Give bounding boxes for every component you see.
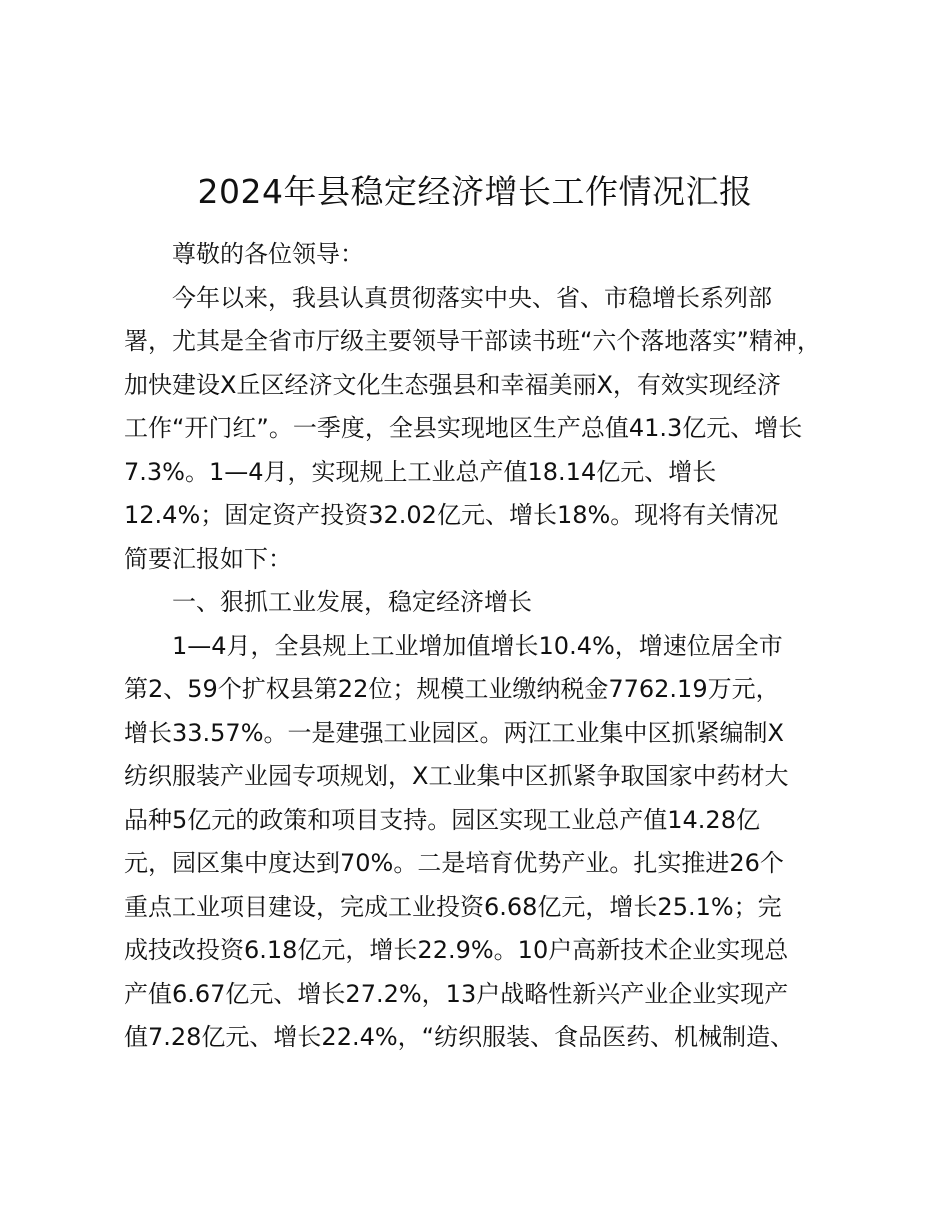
- paragraph-line: 元，园区集中度达到70%。二是培育优势产业。扎实推进26个: [124, 849, 784, 877]
- paragraph-line: 1—4月，全县规上工业增加值增长10.4%，增速位居全市: [172, 631, 783, 660]
- paragraph-line: 第2、59个扩权县第22位；规模工业缴纳税金7762.19万元，: [124, 675, 780, 703]
- paragraph-line: 尊敬的各位领导：: [172, 240, 364, 268]
- paragraph-line: 今年以来，我县认真贯彻落实中央、省、市稳增长系列部: [172, 283, 772, 312]
- paragraph-line: 纺织服装产业园专项规划，X工业集中区抓紧争取国家中药材大: [124, 762, 789, 790]
- paragraph-line: 品种5亿元的政策和项目支持。园区实现工业总产值14.28亿: [124, 805, 760, 834]
- paragraph-line: 7.3%。1—4月，实现规上工业总产值18.14亿元、增长: [124, 457, 717, 486]
- paragraph-line: 工作“开门红”。一季度，全县实现地区生产总值41.3亿元、增长: [124, 414, 803, 442]
- paragraph-line: 增长33.57%。一是建强工业园区。两江工业集中区抓紧编制X: [124, 718, 784, 747]
- paragraph-line: 加快建设X丘区经济文化生态强县和幸福美丽X，有效实现经济: [124, 370, 781, 399]
- document-title: 2024年县稳定经济增长工作情况汇报: [197, 172, 753, 211]
- paragraph-line: 一、狠抓工业发展，稳定经济增长: [172, 588, 532, 616]
- document-body: [124, 233, 844, 1060]
- paragraph-line: 成技改投资6.18亿元，增长22.9%。10户高新技术企业实现总: [124, 936, 789, 964]
- paragraph-line: 简要汇报如下：: [124, 544, 292, 573]
- paragraph-line: 重点工业项目建设，完成工业投资6.68亿元，增长25.1%；完: [124, 892, 782, 921]
- paragraph-line: 值7.28亿元、增长22.4%，“纺织服装、食品医药、机械制造、: [124, 1023, 795, 1051]
- paragraph-line: 12.4%；固定资产投资32.02亿元、增长18%。现将有关情况: [124, 501, 779, 529]
- paragraph-line: 署，尤其是全省市厅级主要领导干部读书班“六个落地落实”精神，: [124, 327, 821, 355]
- paragraph-line: 产值6.67亿元、增长27.2%，13户战略性新兴产业企业实现产: [124, 979, 789, 1008]
